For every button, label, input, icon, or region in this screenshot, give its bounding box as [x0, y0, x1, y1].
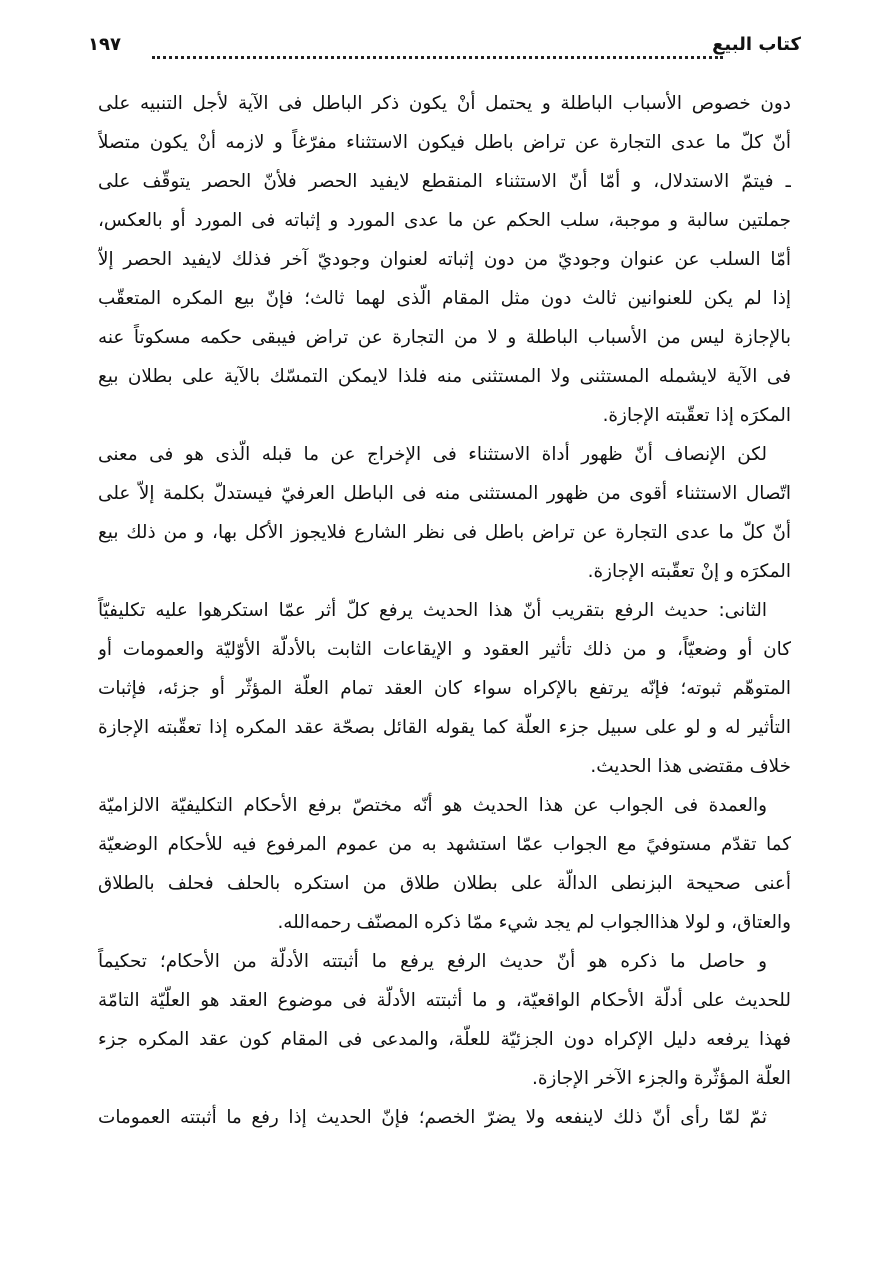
text-line: فهذا يرفعه دليل الإكراه دون الجزئيّة للعلّة، والمدعى فى المقام كون عقد المكره جزء — [98, 1029, 791, 1050]
text-line: الثانى: حديث الرفع بتقريب أنّ هذا الحديث يرفع كلّ أثر عمّا استكرهوا عليه تكليفيّاً — [98, 600, 767, 621]
text-line: فى الآية لايشمله المستثنى ولا المستثنى منه فلذا لايمكن التمسّك بالآية على بطلان بيع — [98, 366, 791, 387]
text-line: لكن الإنصاف أنّ ظهور أداة الاستثناء فى الإخراج عن ما قبله الّذى هو فى معنى — [98, 444, 767, 465]
text-line: إذا لم يكن للعنوانين ثالث دون مثل المقام الّذى لهما ثالث؛ فإنّ بيع المكره المتعقّب — [98, 288, 791, 309]
book-title: كتاب البيع — [712, 34, 801, 55]
text-line: المتوهّم ثبوته؛ فإنّه يرتفع بالإكراه سواء كان العقد تمام العلّة المؤثّر أو جزئه، فإثبات — [98, 678, 791, 699]
text-line: ثمّ لمّا رأى أنّ ذلك لاينفعه ولا يضرّ الخصم؛ فإنّ الحديث إذا رفع ما أثبتته العمومات — [98, 1107, 767, 1128]
text-line: جملتين سالبة و موجبة، سلب الحكم عن ما عدى المورد و إثباته فى المورد أو بالعكس، — [98, 210, 791, 231]
header-dot-leader — [152, 56, 723, 59]
text-line: ـ فيتمّ الاستدلال، و أمّا أنّ الاستثناء المنقطع لايفيد الحصر فلأنّ الحصر يتوقّف على — [98, 171, 791, 192]
page-number: ١٩٧ — [88, 34, 121, 55]
text-line: أمّا السلب عن عنوان وجوديّ من دون إثباته لعنوان وجوديّ آخر فذلك لايفيد الحصر إلاّ — [98, 249, 791, 270]
text-line: كان أو وضعيّاً، و من ذلك تأثير العقود و الإيقاعات الثابت بالأدلّة الأوّليّة والعمومات أو — [98, 639, 791, 660]
text-line: و حاصل ما ذكره هو أنّ حديث الرفع يرفع ما أثبتته الأدلّة من الأحكام؛ تحكيماً — [98, 951, 767, 972]
text-line: العلّة المؤثّرة والجزء الآخر الإجازة. — [532, 1068, 791, 1089]
page-header — [88, 30, 801, 64]
text-line: أنّ كلّ ما عدى التجارة عن تراض باطل فيكون الاستثناء مفرّغاً و لازمه أنْ يكون متصلاً — [98, 132, 791, 153]
text-line: والعمدة فى الجواب عن هذا الحديث هو أنّه مختصّ برفع الأحكام التكليفيّة الالزاميّة — [98, 795, 767, 816]
body-text — [98, 84, 791, 1137]
text-line: والعتاق، و لولا هذاالجواب لم يجد شيء ممّا ذكره المصنّف رحمه‌الله. — [277, 912, 791, 933]
text-line: بالإجازة ليس من الأسباب الباطلة و لا من التجارة عن تراض فيبقى حكمه مسكوتاً عنه — [98, 327, 791, 348]
text-line: أنّ كلّ ما عدى التجارة عن تراض باطل فى نظر الشارع فلايجوز الأكل بها، و من ذلك بيع — [98, 522, 791, 543]
text-line: التأثير له و لو على سبيل جزء العلّة كما يقوله القائل بصحّة عقد المكره إذا تعقّبته الإجازة — [98, 717, 791, 738]
text-line: أعنى صحيحة البزنطى الدالّة على بطلان طلاق من استكره بالحلف فحلف بالطلاق — [98, 873, 791, 894]
text-line: المكرَه و إنْ تعقّبته الإجازة. — [587, 561, 791, 582]
text-line: كما تقدّم مستوفيً مع الجواب عمّا استشهد به من عموم المرفوع فيه للأحكام الوضعيّة — [98, 834, 791, 855]
text-line: خلاف مقتضى هذا الحديث. — [590, 756, 791, 777]
text-line: للحديث على أدلّة الأحكام الواقعيّة، و ما أثبتته الأدلّة فى موضوع العقد هو العلّيّة التامّة — [98, 990, 791, 1011]
text-line: اتّصال الاستثناء أقوى من ظهور المستثنى منه فى الباطل العرفيّ فيستدلّ بكلمة إلاّ على — [98, 483, 791, 504]
text-line: دون خصوص الأسباب الباطلة و يحتمل أنْ يكون ذكر الباطل فى الآية لأجل التنبيه على — [98, 93, 791, 114]
text-line: المكرَه إذا تعقّبته الإجازة. — [602, 405, 791, 426]
